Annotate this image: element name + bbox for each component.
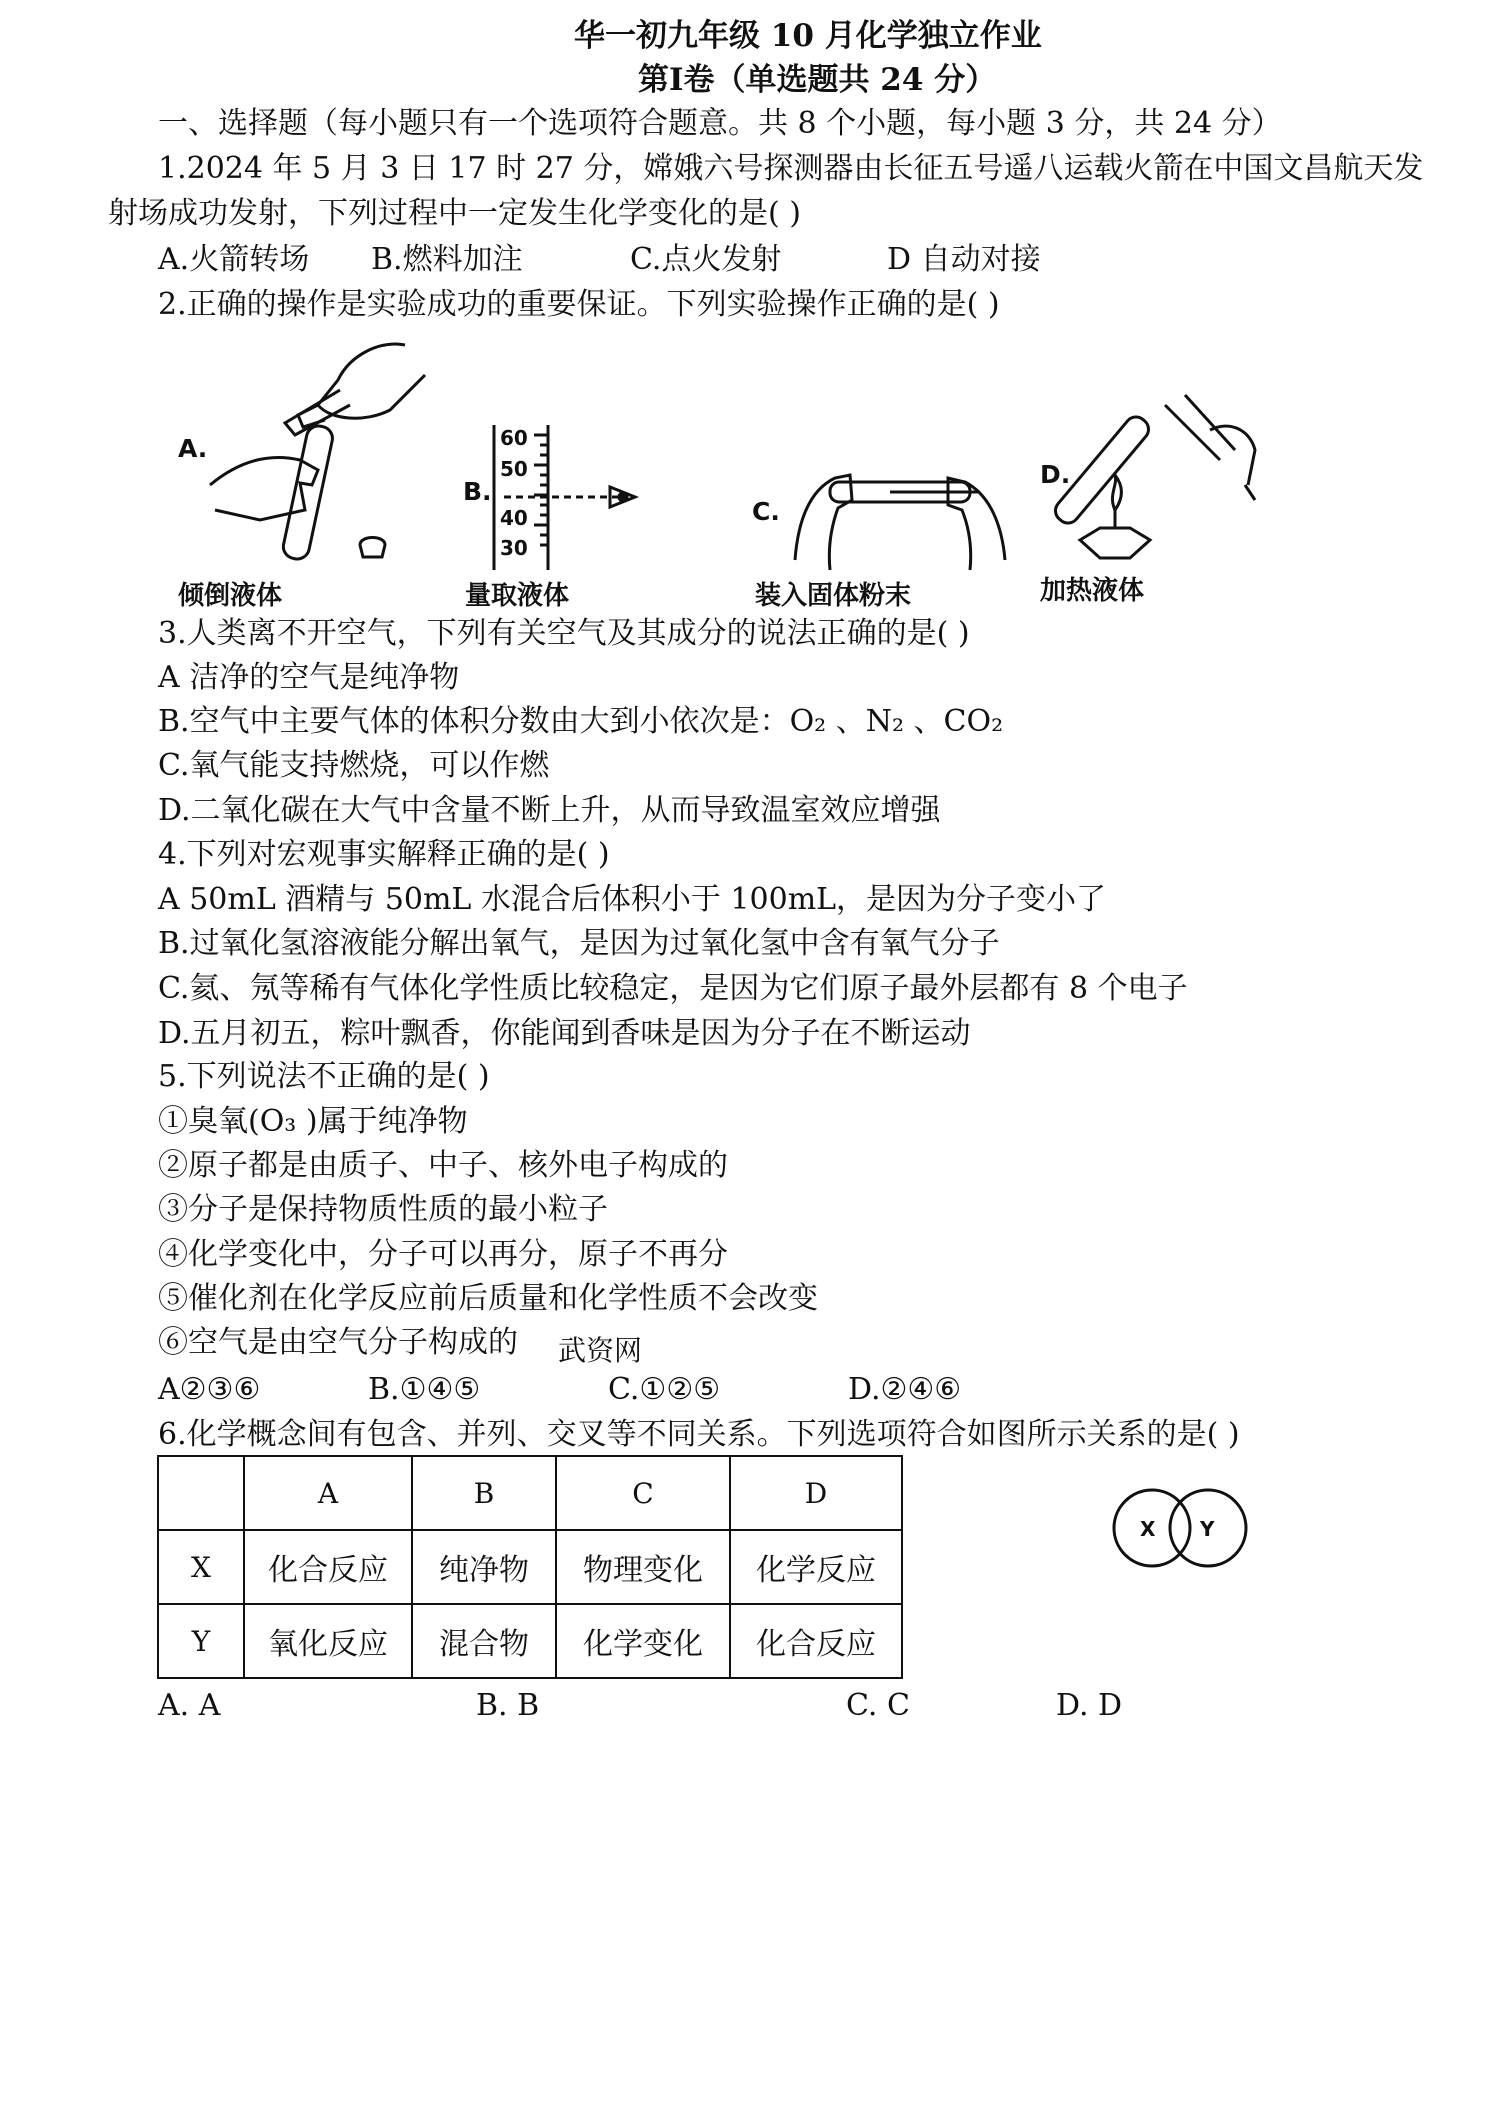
figure-loading-powder — [790, 460, 1010, 575]
q6-cell-x-c: 物理变化 — [556, 1530, 730, 1604]
q5-item-6: ⑥空气是由空气分子构成的 — [158, 1325, 518, 1360]
q2-caption-a: 倾倒液体 — [178, 581, 283, 611]
q6-option-b: B. B — [476, 1688, 540, 1723]
figure-pouring-liquid — [200, 335, 440, 575]
scale-60: 60 — [500, 426, 528, 450]
q5-item-1: ①臭氧(O₃ )属于纯净物 — [158, 1104, 468, 1139]
q6-option-d: D. D — [1056, 1688, 1123, 1723]
q2-label-d: D. — [1040, 460, 1071, 489]
q4-stem: 4.下列对宏观事实解释正确的是( ) — [158, 837, 610, 872]
venn-label-x: X — [1140, 1517, 1156, 1541]
q6-table — [157, 1455, 903, 1679]
q4-option-b: B.过氧化氢溶液能分解出氧气，是因为过氧化氢中含有氧气分子 — [158, 926, 1000, 961]
q1-option-c: C.点火发射 — [630, 242, 782, 277]
q2-caption-c: 装入固体粉末 — [755, 581, 912, 611]
q6-table-header-row — [158, 1456, 902, 1530]
q6-row-label-x: X — [158, 1530, 244, 1604]
figure-heating-liquid — [1070, 390, 1260, 575]
q4-option-c: C.氦、氖等稀有气体化学性质比较稳定，是因为它们原子最外层都有 8 个电子 — [158, 971, 1188, 1006]
table-row — [158, 1604, 902, 1678]
venn-diagram — [1110, 1486, 1255, 1571]
q3-option-b: B.空气中主要气体的体积分数由大到小依次是：O₂ 、N₂ 、CO₂ — [158, 704, 1004, 739]
watermark-text: 武资网 — [558, 1334, 643, 1367]
q6-header-a: A — [244, 1456, 412, 1530]
q3-stem: 3.人类离不开空气，下列有关空气及其成分的说法正确的是( ) — [158, 616, 970, 651]
q5-item-3: ③分子是保持物质性质的最小粒子 — [158, 1192, 608, 1227]
q3-option-c: C.氧气能支持燃烧，可以作燃 — [158, 748, 550, 783]
q1-option-d: D 自动对接 — [887, 242, 1041, 277]
q6-cell-y-a: 氧化反应 — [244, 1604, 412, 1678]
q6-stem: 6.化学概念间有包含、并列、交叉等不同关系。下列选项符合如图所示关系的是( ) — [158, 1417, 1240, 1452]
section-heading: 一、选择题（每小题只有一个选项符合题意。共 8 个小题，每小题 3 分，共 24 分） — [158, 106, 1282, 141]
q5-stem: 5.下列说法不正确的是( ) — [158, 1059, 490, 1094]
q4-option-a: A 50mL 酒精与 50mL 水混合后体积小于 100mL，是因为分子变小了 — [158, 882, 1107, 917]
q3-option-a: A 洁净的空气是纯净物 — [158, 660, 460, 695]
q6-cell-x-d: 化学反应 — [730, 1530, 902, 1604]
q2-caption-d: 加热液体 — [1040, 576, 1145, 606]
q2-label-c: C. — [752, 497, 780, 526]
page-title: 华一初九年级 10 月化学独立作业 — [574, 18, 1042, 54]
venn-label-y: Y — [1200, 1517, 1215, 1541]
q1-option-a: A.火箭转场 — [158, 242, 310, 277]
q6-cell-x-a: 化合反应 — [244, 1530, 412, 1604]
figure-measuring-cylinder — [490, 425, 670, 575]
q3-option-d: D.二氧化碳在大气中含量不断上升，从而导致温室效应增强 — [158, 793, 941, 828]
q6-header-b: B — [412, 1456, 556, 1530]
q5-option-b: B.①④⑤ — [368, 1372, 481, 1407]
scale-30: 30 — [500, 536, 528, 560]
page-subtitle: 第Ⅰ卷（单选题共 24 分） — [638, 62, 997, 98]
q5-option-c: C.①②⑤ — [608, 1372, 721, 1407]
q2-caption-b: 量取液体 — [465, 581, 570, 611]
q6-header-d: D — [730, 1456, 902, 1530]
q6-cell-y-b: 混合物 — [412, 1604, 556, 1678]
q1-stem-line2: 射场成功发射，下列过程中一定发生化学变化的是( ) — [108, 196, 801, 231]
q6-cell-y-d: 化合反应 — [730, 1604, 902, 1678]
q5-item-4: ④化学变化中，分子可以再分，原子不再分 — [158, 1237, 728, 1272]
table-row — [158, 1530, 902, 1604]
q6-cell-y-c: 化学变化 — [556, 1604, 730, 1678]
q6-cell-x-b: 纯净物 — [412, 1530, 556, 1604]
q5-item-5: ⑤催化剂在化学反应前后质量和化学性质不会改变 — [158, 1281, 818, 1316]
scale-50: 50 — [500, 457, 528, 481]
scale-40: 40 — [500, 506, 528, 530]
q6-option-c: C. C — [846, 1688, 910, 1723]
q2-label-b: B. — [463, 477, 492, 506]
q2-label-a: A. — [178, 434, 208, 463]
q5-option-d: D.②④⑥ — [848, 1372, 962, 1407]
q4-option-d: D.五月初五，粽叶飘香，你能闻到香味是因为分子在不断运动 — [158, 1016, 971, 1051]
q5-option-a: A②③⑥ — [158, 1372, 261, 1407]
q6-option-a: A. A — [158, 1688, 221, 1723]
q6-row-label-y: Y — [158, 1604, 244, 1678]
q6-header-blank — [158, 1456, 244, 1530]
q6-header-c: C — [556, 1456, 730, 1530]
q5-item-2: ②原子都是由质子、中子、核外电子构成的 — [158, 1148, 728, 1183]
q1-option-b: B.燃料加注 — [371, 242, 523, 277]
q2-stem: 2.正确的操作是实验成功的重要保证。下列实验操作正确的是( ) — [158, 287, 1000, 322]
q1-stem-line1: 1.2024 年 5 月 3 日 17 时 27 分，嫦娥六号探测器由长征五号遥八运载火箭在中国文昌航天发 — [158, 151, 1424, 186]
